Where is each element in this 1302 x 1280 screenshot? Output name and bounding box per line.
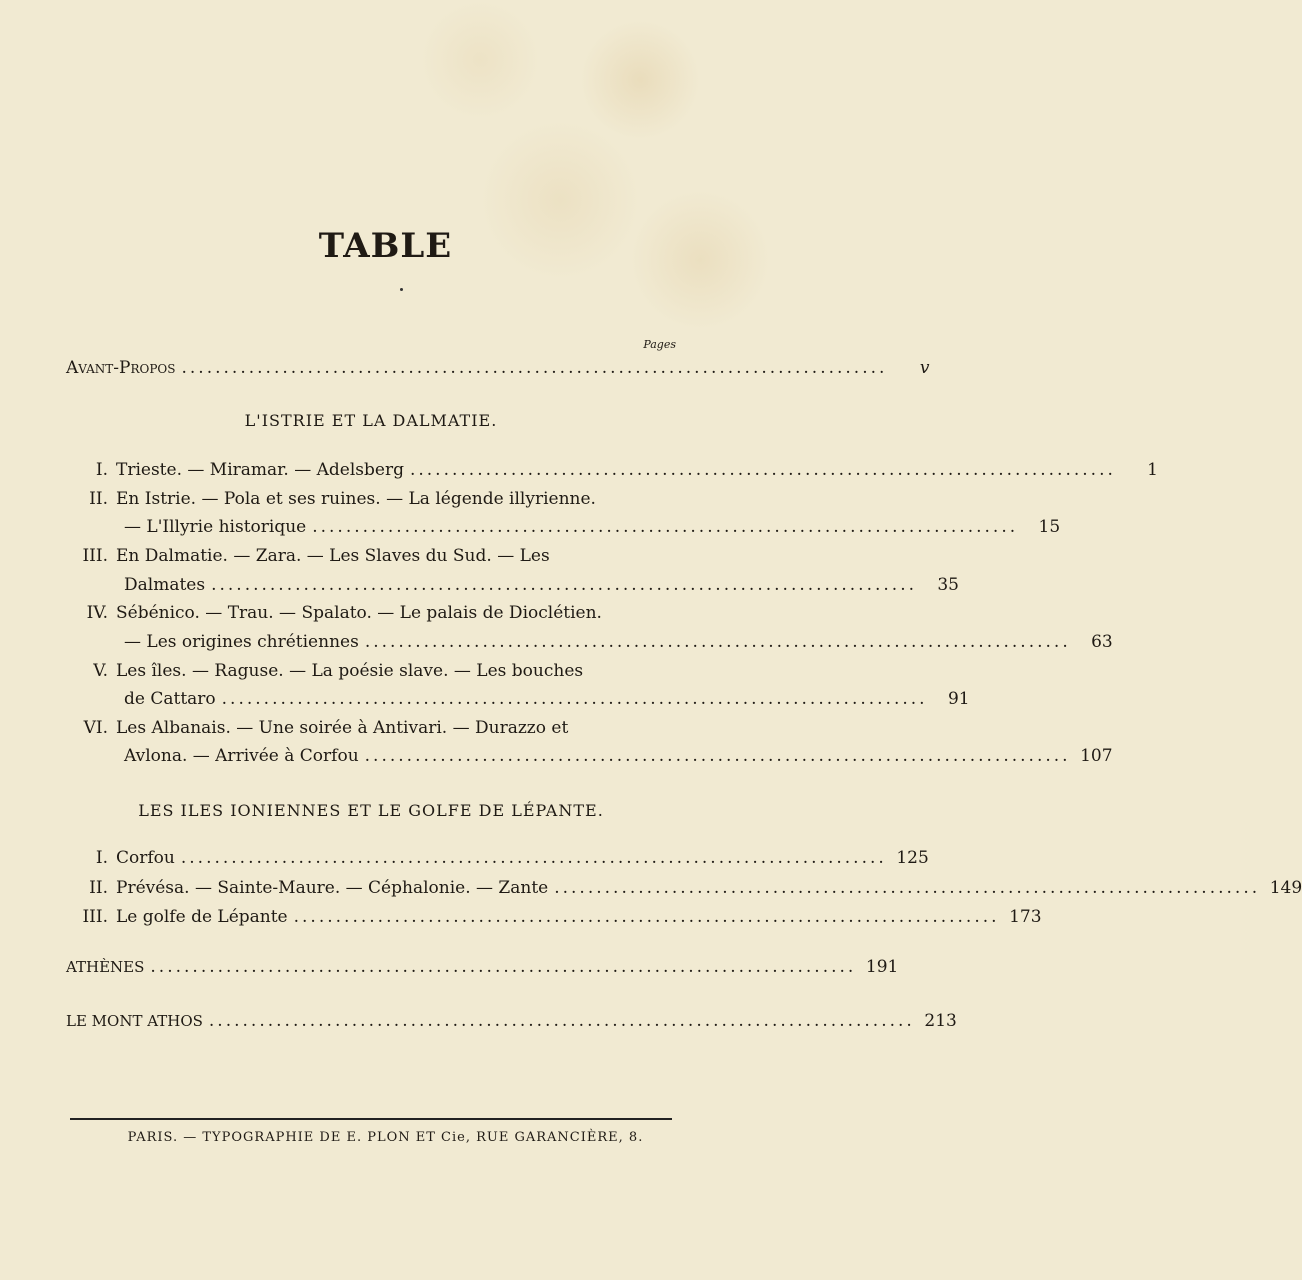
leader-dots: .................................................................................... — [221, 689, 928, 709]
leader-dots: .................................................................................... — [364, 632, 1071, 652]
toc-entry-page: 173 — [1009, 907, 1042, 927]
toc-entry-number: I. — [95, 460, 108, 480]
toc-entry — [66, 487, 676, 511]
toc-entry-number: III. — [82, 546, 108, 566]
toc-entry-page: 91 — [947, 689, 970, 709]
toc-entry-text: Avlona. — Arrivée à Corfou — [124, 746, 359, 766]
toc-entry — [66, 716, 676, 740]
section-heading: L'ISTRIE ET LA DALMATIE. — [244, 411, 498, 430]
toc-entry — [66, 601, 676, 625]
toc-entry-page: 149 — [1269, 878, 1302, 898]
toc-entry-text: En Dalmatie. — Zara. — Les Slaves du Sud. — Les — [116, 546, 550, 566]
leader-dots: .................................................................................... — [180, 848, 887, 868]
toc-entry-page: 191 — [865, 957, 899, 977]
toc-entry-label: ATHÈNES — [66, 958, 145, 976]
toc-entry-page: 213 — [924, 1011, 957, 1031]
toc-entry-page: 35 — [937, 575, 959, 595]
toc-entry-page: v — [919, 358, 930, 378]
toc-entry-continuation — [66, 687, 970, 711]
leader-dots: .................................................................................... — [181, 358, 888, 378]
ornament-dot — [400, 288, 403, 291]
toc-entry-number: II. — [89, 878, 108, 898]
toc-entry-number: II. — [89, 489, 108, 509]
toc-entry-text: Prévésa. — Sainte-Maure. — Céphalonie. — Zante — [116, 878, 549, 898]
toc-entry-page: 15 — [1038, 517, 1061, 537]
toc-entry-label: Avant-Propos — [66, 358, 176, 378]
toc-entry-number: I. — [95, 848, 108, 868]
toc-entry-continuation — [66, 573, 959, 597]
toc-entry — [66, 659, 676, 683]
toc-entry-text: Les Albanais. — Une soirée à Antivari. — Durazzo et — [116, 718, 569, 738]
toc-entry-label: LE MONT ATHOS — [66, 1012, 203, 1030]
toc-entry-number: VI. — [83, 718, 108, 738]
toc-entry-page: 125 — [896, 848, 929, 868]
printer-imprint: PARIS. — TYPOGRAPHIE DE E. PLON ET Cie, RUE GARANCIÈRE, 8. — [127, 1130, 644, 1145]
leader-dots: .................................................................................... — [208, 1011, 915, 1031]
toc-entry-athenes — [66, 955, 899, 979]
toc-entry-page: 1 — [1147, 460, 1158, 480]
toc-entry-number: IV. — [86, 603, 108, 623]
toc-entry-avant-propos — [66, 356, 930, 380]
page-title: TABLE — [318, 226, 453, 266]
toc-entry-continuation — [66, 630, 1113, 654]
toc-entry — [66, 846, 929, 870]
toc-entry-text: Le golfe de Lépante — [116, 907, 288, 927]
toc-entry — [66, 905, 1042, 929]
toc-entry — [66, 458, 1158, 482]
toc-entry-number: V. — [93, 661, 108, 681]
toc-entry-text: — Les origines chrétiennes — [124, 632, 359, 652]
leader-dots: .................................................................................... — [150, 957, 857, 977]
toc-entry-text: Trieste. — Miramar. — Adelsberg — [116, 460, 404, 480]
toc-entry-continuation — [66, 744, 1113, 768]
toc-entry-mont-athos — [66, 1009, 957, 1033]
toc-entry-text: Dalmates — [124, 575, 206, 595]
toc-entry-text: de Cattaro — [124, 689, 216, 709]
toc-entry-page: 107 — [1080, 746, 1113, 766]
toc-entry-page: 63 — [1091, 632, 1113, 652]
toc-entry-number: III. — [82, 907, 108, 927]
leader-dots: .................................................................................... — [364, 746, 1071, 766]
toc-entry — [66, 544, 676, 568]
toc-entry — [66, 876, 1302, 900]
leader-dots: .................................................................................... — [554, 878, 1261, 898]
pages-column-label: Pages — [643, 338, 676, 351]
toc-entry-text: — L'Illyrie historique — [124, 517, 307, 537]
toc-entry-continuation — [66, 515, 1061, 539]
leader-dots: .................................................................................... — [211, 575, 917, 595]
toc-entry-text: Sébénico. — Trau. — Spalato. — Le palais de Dioclétien. — [116, 603, 602, 623]
section-heading: LES ILES IONIENNES ET LE GOLFE DE LÉPANTE. — [138, 801, 604, 820]
leader-dots: .................................................................................... — [409, 460, 1116, 480]
toc-entry-text: En Istrie. — Pola et ses ruines. — La légende illyrienne. — [116, 489, 596, 509]
toc-entry-text: Corfou — [116, 848, 175, 868]
toc-entry-text: Les îles. — Raguse. — La poésie slave. — Les bouches — [116, 661, 584, 681]
leader-dots: .................................................................................... — [293, 907, 1000, 927]
footer-rule — [70, 1118, 672, 1120]
leader-dots: .................................................................................... — [312, 517, 1019, 537]
